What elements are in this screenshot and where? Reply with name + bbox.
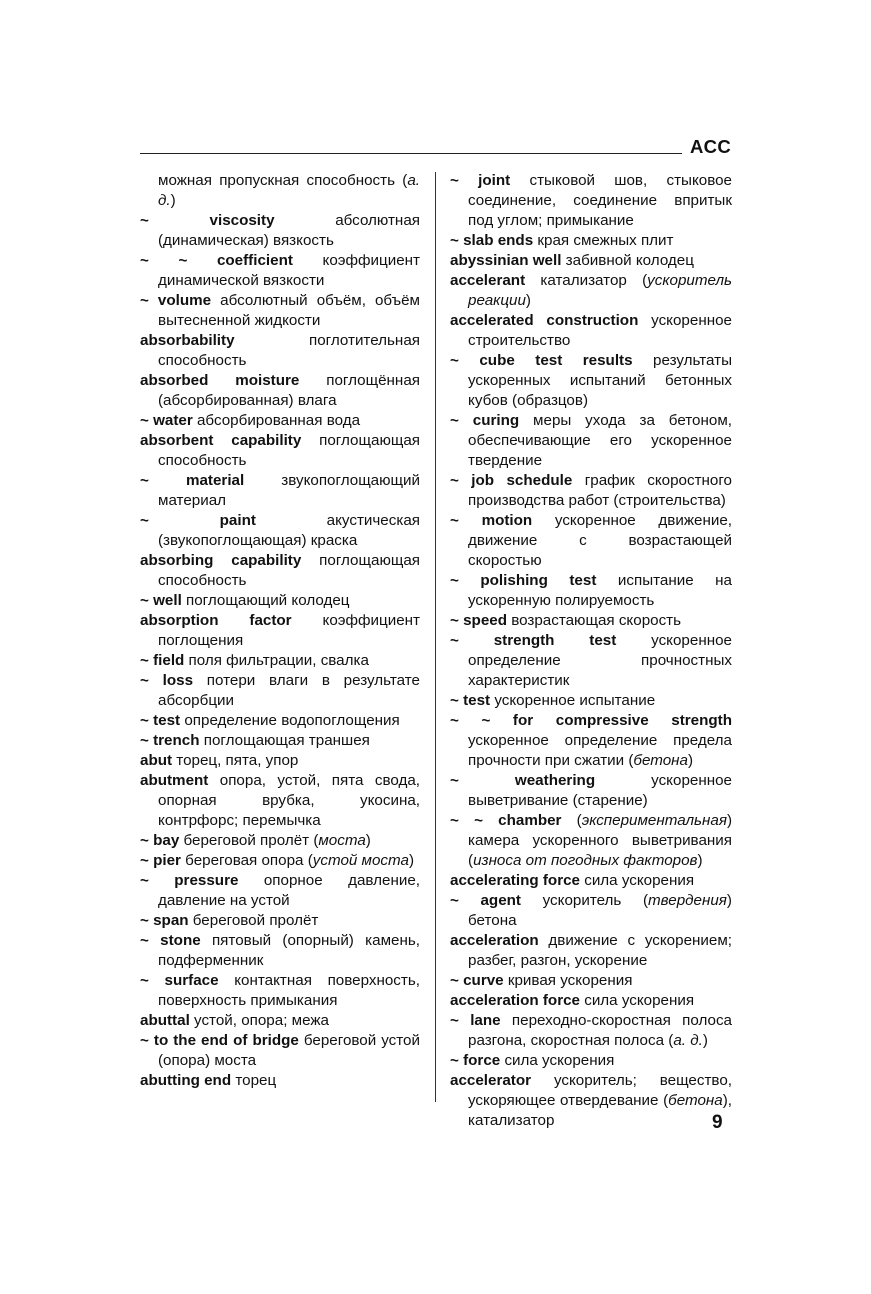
definition-text: возрастающая скорость	[506, 612, 682, 629]
dictionary-entry	[450, 871, 732, 891]
headword: ~ cube test results	[450, 352, 633, 369]
headword: ~ ~ chamber	[450, 812, 562, 829]
definition-text: береговой устой (опора) моста	[158, 1032, 420, 1069]
dictionary-entry	[140, 1031, 420, 1071]
dictionary-entry	[140, 611, 420, 651]
left-column	[140, 171, 420, 1091]
dictionary-entry	[450, 631, 732, 691]
definition-text: звукопоглощающий материал	[158, 472, 420, 509]
definition-text: береговой пролёт	[188, 912, 319, 929]
definition-text: ) камера ускоренного выветривания (	[468, 812, 732, 869]
headword: accelerator	[450, 1072, 532, 1089]
definition-text: сила ускорения	[500, 1052, 615, 1069]
italic-note: износа от погодных факторов	[473, 852, 698, 869]
column-divider	[435, 172, 436, 1102]
headword: ~ pressure	[140, 872, 239, 889]
headword: abut	[140, 752, 173, 769]
headword: ~ agent	[450, 892, 521, 909]
dictionary-entry	[450, 571, 732, 611]
definition-text: ускоренное испытание	[490, 692, 656, 709]
dictionary-entry	[450, 1051, 732, 1071]
headword: ~ trench	[140, 732, 200, 749]
definition-text: )	[687, 752, 694, 769]
definition-text: ), катализатор	[468, 1092, 732, 1129]
dictionary-entry	[140, 251, 420, 291]
dictionary-entry	[140, 471, 420, 511]
headword: absorbent capability	[140, 432, 302, 449]
definition-text: поглощающая способность	[158, 552, 421, 589]
headword: absorbed moisture	[140, 372, 300, 389]
definition-text: поля фильтрации, свалка	[184, 652, 369, 669]
right-column	[450, 171, 732, 1131]
headword: ~ pier	[140, 852, 181, 869]
headword: ~ span	[140, 912, 189, 929]
definition-text: береговой пролёт (	[179, 832, 319, 849]
dictionary-entry	[140, 371, 420, 411]
italic-note: ускоритель реакции	[468, 272, 732, 309]
dictionary-entry	[450, 1071, 732, 1131]
dictionary-entry	[450, 511, 732, 571]
headword: accelerating force	[450, 872, 580, 889]
definition-text: ) бетона	[468, 892, 732, 929]
italic-note: устой моста	[312, 852, 409, 869]
definition-text: испытание на ускоренную полируемость	[468, 572, 733, 609]
headword: ~ test	[450, 692, 491, 709]
headword: abuttal	[140, 1012, 190, 1029]
definition-text: поглощённая (абсорбированная) влага	[158, 372, 420, 409]
definition-text: )	[365, 832, 371, 849]
definition-text: )	[525, 292, 531, 309]
dictionary-entry	[140, 1011, 420, 1031]
definition-text: движение с ускорением; разбег, разгон, ускорение	[468, 932, 732, 969]
dictionary-entry	[140, 591, 420, 611]
dictionary-entry	[450, 891, 732, 931]
definition-text: торец	[231, 1072, 277, 1089]
definition-text: кривая ускорения	[503, 972, 633, 989]
dictionary-entry	[140, 971, 420, 1011]
dictionary-entry	[450, 251, 732, 271]
headword: ~ ~ for compressive strength	[450, 712, 732, 729]
headword: ~ ~ coefficient	[140, 252, 293, 269]
headword: ~ motion	[450, 512, 533, 529]
dictionary-entry	[450, 471, 732, 511]
headword: absorption factor	[140, 612, 292, 629]
definition-text: ускоренное определение прочностных характеристик	[468, 632, 732, 689]
headword: ~ force	[450, 1052, 501, 1069]
definition-text: определение водопоглощения	[180, 712, 400, 729]
definition-text: ускоренное движение, движение с возрастающей скоростью	[468, 512, 732, 569]
definition-text: меры ухода за бетоном, обеспечивающие его ускоренное твердение	[468, 412, 732, 469]
definition-text: контактная поверхность, поверхность примыкания	[158, 972, 420, 1009]
headword: abyssinian well	[450, 252, 562, 269]
definition-text: береговая опора (	[180, 852, 313, 869]
dictionary-entry	[450, 351, 732, 411]
headword: ~ speed	[450, 612, 507, 629]
headword: ~ job schedule	[450, 472, 573, 489]
dictionary-entry	[140, 291, 420, 331]
dictionary-entry	[140, 871, 420, 911]
headword: acceleration force	[450, 992, 580, 1009]
headword: ~ joint	[450, 172, 511, 189]
dictionary-entry	[140, 511, 420, 551]
definition-text: торец, пята, упор	[172, 752, 299, 769]
italic-note: бетона	[633, 752, 688, 769]
page-number: 9	[712, 1112, 723, 1133]
definition-text: ускоренное определение предела прочности при сжатии (	[468, 732, 732, 769]
dictionary-entry	[140, 171, 420, 211]
definition-text: стыковой шов, стыковое соединение, соединение впритык под углом; примыкание	[468, 172, 733, 229]
headword: ~ stone	[140, 932, 201, 949]
dictionary-entry	[450, 811, 732, 871]
headword: ~ bay	[140, 832, 180, 849]
definition-text: сила ускорения	[580, 872, 695, 889]
italic-note: а. д.	[673, 1032, 703, 1049]
dictionary-entry	[450, 171, 732, 231]
headword: ~ water	[140, 412, 193, 429]
headword: abutment	[140, 772, 209, 789]
dictionary-entry	[450, 231, 732, 251]
definition-text: ускоритель; вещество, ускоряющее отвердевание (	[468, 1072, 732, 1109]
headword: ~ loss	[140, 672, 194, 689]
headword: ~ curve	[450, 972, 504, 989]
definition-text: )	[697, 852, 703, 869]
headword: ~ well	[140, 592, 182, 609]
guide-word: ACC	[690, 136, 731, 157]
definition-text: результаты ускоренных испытаний бетонных кубов (образцов)	[468, 352, 732, 409]
definition-text: ускоренное строительство	[468, 312, 732, 349]
definition-text: )	[408, 852, 415, 869]
headword: ~ viscosity	[140, 212, 275, 229]
definition-text: коэффициент динамической вязкости	[158, 252, 420, 289]
headword: ~ to the end of bridge	[140, 1032, 299, 1049]
headword: ~ polishing test	[450, 572, 597, 589]
dictionary-entry	[140, 831, 420, 851]
dictionary-entry	[450, 971, 732, 991]
headword: absorbability	[140, 332, 235, 349]
definition-text: края смежных плит	[533, 232, 674, 249]
definition-text: устой, опора; межа	[189, 1012, 329, 1029]
definition-text: катализатор (	[525, 272, 648, 289]
dictionary-entry	[450, 691, 732, 711]
headword: absorbing capability	[140, 552, 302, 569]
headword: accelerant	[450, 272, 526, 289]
definition-text: коэффициент поглощения	[158, 612, 420, 649]
dictionary-entry	[450, 611, 732, 631]
definition-text: поглощающая траншея	[199, 732, 370, 749]
dictionary-entry	[450, 311, 732, 351]
definition-text: график скоростного производства работ (строительства)	[468, 472, 733, 509]
definition-text: (	[561, 812, 582, 829]
definition-text: поглощающая способность	[158, 432, 420, 469]
headword: ~ slab ends	[450, 232, 534, 249]
italic-note: а. д.	[158, 172, 420, 209]
headword: abutting end	[140, 1072, 232, 1089]
definition-text: )	[170, 192, 176, 209]
dictionary-entry	[450, 931, 732, 971]
headword: ~ surface	[140, 972, 219, 989]
dictionary-entry	[450, 271, 732, 311]
headword: ~ curing	[450, 412, 520, 429]
definition-text: опора, устой, пята свода, опорная врубка, укосина, контрфорс; перемычка	[158, 772, 420, 829]
headword: ~ lane	[450, 1012, 501, 1029]
definition-text: ускоритель (	[521, 892, 649, 909]
dictionary-entry	[140, 1071, 420, 1091]
definition-text: акустическая (звукопоглощающая) краска	[158, 512, 420, 549]
definition-text: абсорбированная вода	[192, 412, 361, 429]
definition-text: абсолютный объём, объём вытесненной жидкости	[158, 292, 420, 329]
dictionary-entry	[140, 931, 420, 971]
dictionary-entry	[140, 411, 420, 431]
definition-text: абсолютная (динамическая) вязкость	[158, 212, 420, 249]
dictionary-entry	[450, 1011, 732, 1051]
dictionary-entry	[140, 711, 420, 731]
definition-text: переходно-скоростная полоса разгона, скоростная полоса (	[468, 1012, 732, 1049]
dictionary-entry	[140, 851, 420, 871]
dictionary-entry	[450, 771, 732, 811]
definition-text: )	[702, 1032, 708, 1049]
definition-text: ускоренное выветривание (старение)	[468, 772, 733, 809]
dictionary-entry	[450, 711, 732, 771]
italic-note: моста	[318, 832, 366, 849]
dictionary-entry	[450, 991, 732, 1011]
definition-text: потери влаги в результате абсорбции	[158, 672, 421, 709]
definition-text: пятовый (опорный) камень, подферменник	[158, 932, 420, 969]
definition-text: поглотительная способность	[158, 332, 420, 369]
dictionary-entry	[140, 671, 420, 711]
definition-text: опорное давление, давление на устой	[158, 872, 420, 909]
dictionary-entry	[140, 651, 420, 671]
headword: ~ volume	[140, 292, 212, 309]
definition-text: поглощающий колодец	[181, 592, 350, 609]
headword: ~ material	[140, 472, 245, 489]
headword: ~ field	[140, 652, 185, 669]
dictionary-entry	[140, 771, 420, 831]
header-rule	[140, 153, 682, 154]
italic-note: твердения	[648, 892, 727, 909]
definition-text: сила ускорения	[580, 992, 695, 1009]
headword: acceleration	[450, 932, 539, 949]
dictionary-entry	[140, 211, 420, 251]
headword: ~ strength test	[450, 632, 617, 649]
headword: ~ paint	[140, 512, 256, 529]
definition-text: забивной колодец	[561, 252, 694, 269]
dictionary-entry	[450, 411, 732, 471]
dictionary-entry	[140, 911, 420, 931]
dictionary-entry	[140, 731, 420, 751]
definition-text: можная пропускная способность (	[158, 172, 408, 189]
dictionary-entry	[140, 551, 420, 591]
dictionary-entry	[140, 751, 420, 771]
italic-note: бетона	[668, 1092, 723, 1109]
headword: ~ weathering	[450, 772, 596, 789]
dictionary-entry	[140, 431, 420, 471]
dictionary-entry	[140, 331, 420, 371]
headword: accelerated construction	[450, 312, 639, 329]
headword: ~ test	[140, 712, 181, 729]
italic-note: экспериментальная	[581, 812, 727, 829]
